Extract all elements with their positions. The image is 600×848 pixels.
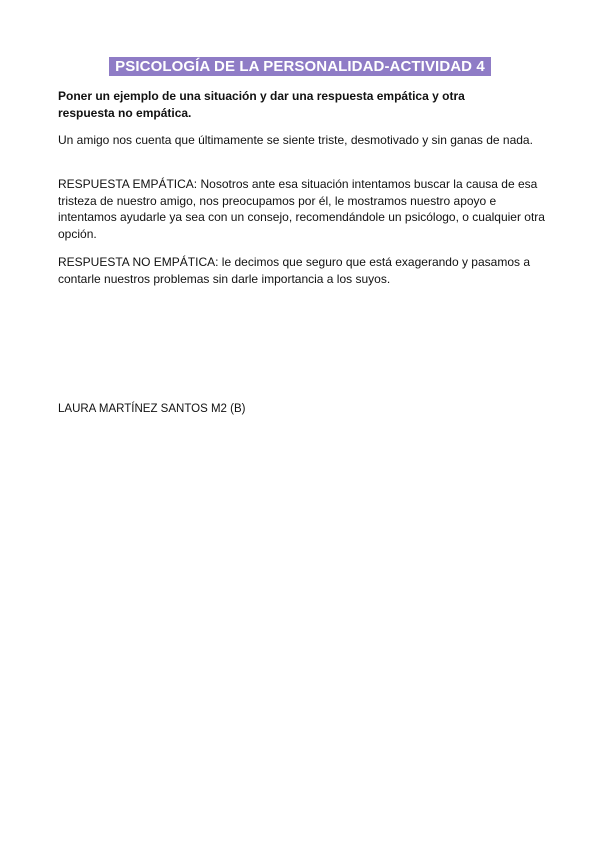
situation-paragraph: Un amigo nos cuenta que últimamente se siente triste, desmotivado y sin ganas de nada. xyxy=(58,133,533,147)
empathic-response-paragraph: RESPUESTA EMPÁTICA: Nosotros ante esa situación intentamos buscar la causa de esa tristeza de nuestro amigo, nos preocupamos por él, le mostramos nuestro apoyo e intentamos ayudarle ya sea con un consejo, recomendándole un psicólogo, o cualquier otra opción. xyxy=(58,177,545,241)
document-title: PSICOLOGÍA DE LA PERSONALIDAD-ACTIVIDAD 4 xyxy=(109,57,491,76)
question-text: Poner un ejemplo de una situación y dar una respuesta empática y otra respuesta no empática. xyxy=(58,89,465,120)
title-container xyxy=(0,57,600,76)
non-empathic-response-paragraph: RESPUESTA NO EMPÁTICA: le decimos que seguro que está exagerando y pasamos a contarle nuestros problemas sin darle importancia a los suyos. xyxy=(58,255,531,286)
author-name: LAURA MARTÍNEZ SANTOS M2 (B) xyxy=(58,403,246,415)
